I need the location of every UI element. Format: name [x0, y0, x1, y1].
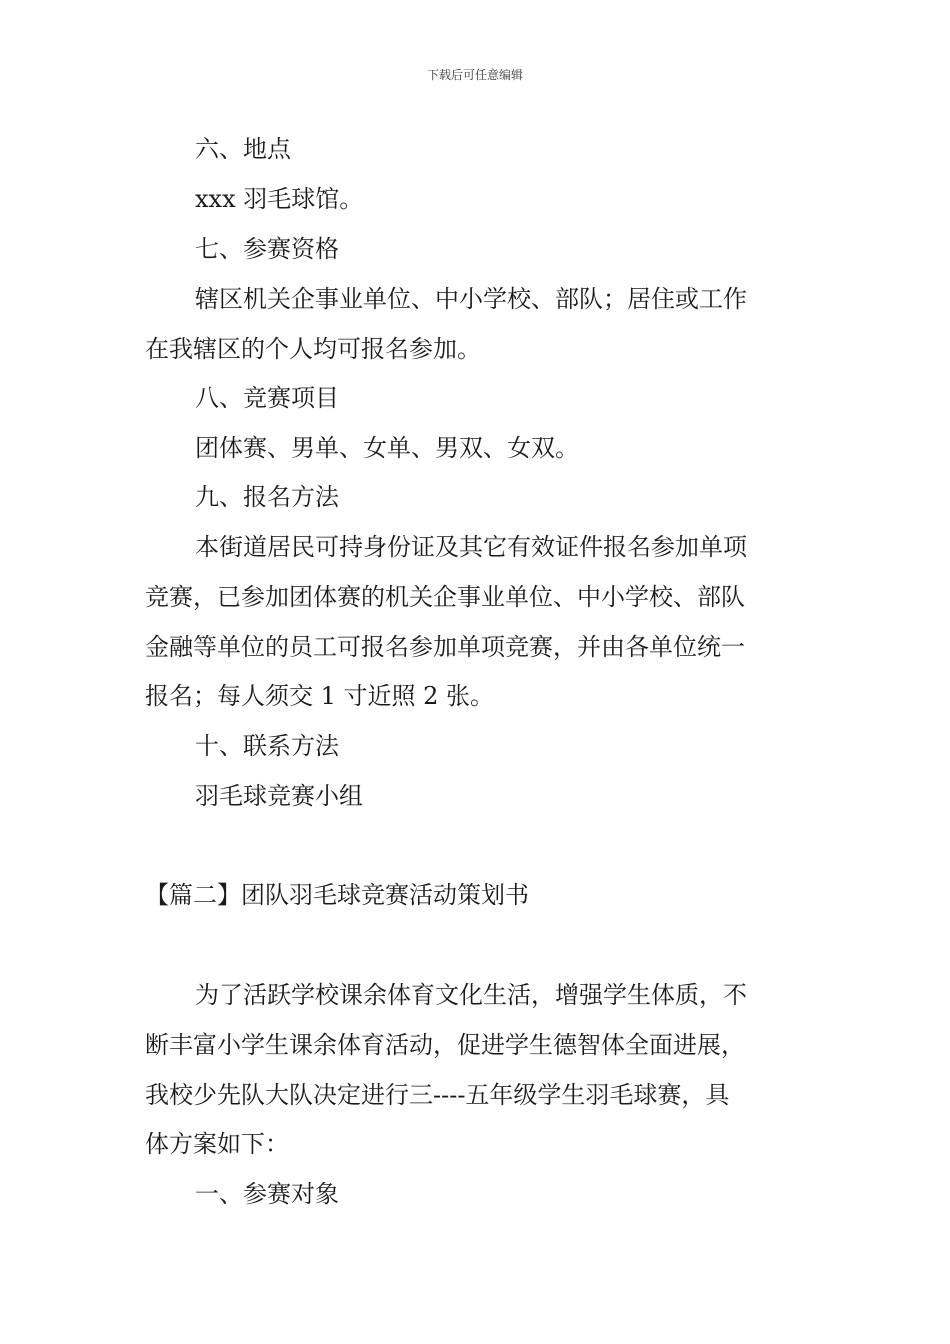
section10-heading: 十、联系方法: [195, 732, 339, 760]
part2-intro-line: 我校少先队大队决定进行三----五年级学生羽毛球赛，具: [145, 1081, 730, 1109]
section7-line: 在我辖区的个人均可报名参加。: [145, 335, 481, 363]
section8-heading: 八、竞赛项目: [195, 384, 339, 412]
section6-text: xxx 羽毛球馆。: [195, 185, 364, 213]
section8-text: 团体赛、男单、女单、男双、女双。: [195, 434, 579, 462]
section9-line: 竞赛，已参加团体赛的机关企事业单位、中小学校、部队: [145, 583, 745, 611]
section7-heading: 七、参赛资格: [195, 235, 339, 263]
section9-line: 本街道居民可持身份证及其它有效证件报名参加单项: [195, 533, 747, 561]
part2-title: 【篇二】团队羽毛球竞赛活动策划书: [145, 881, 529, 909]
section10-text: 羽毛球竞赛小组: [195, 782, 363, 810]
section9-line: 金融等单位的员工可报名参加单项竞赛，并由各单位统一: [145, 633, 745, 661]
part2-intro-line: 为了活跃学校课余体育文化生活，增强学生体质，不: [195, 981, 747, 1009]
section7-line: 辖区机关企事业单位、中小学校、部队；居住或工作: [195, 285, 747, 313]
part2-section1-heading: 一、参赛对象: [195, 1180, 339, 1208]
part2-intro-line: 体方案如下：: [145, 1130, 289, 1158]
header-note: 下载后可任意编辑: [426, 68, 523, 82]
section6-heading: 六、地点: [195, 135, 291, 163]
section9-heading: 九、报名方法: [195, 483, 339, 511]
part2-intro-line: 断丰富小学生课余体育活动，促进学生德智体全面进展，: [145, 1031, 745, 1059]
section9-line: 报名；每人须交 1 寸近照 2 张。: [145, 682, 495, 710]
